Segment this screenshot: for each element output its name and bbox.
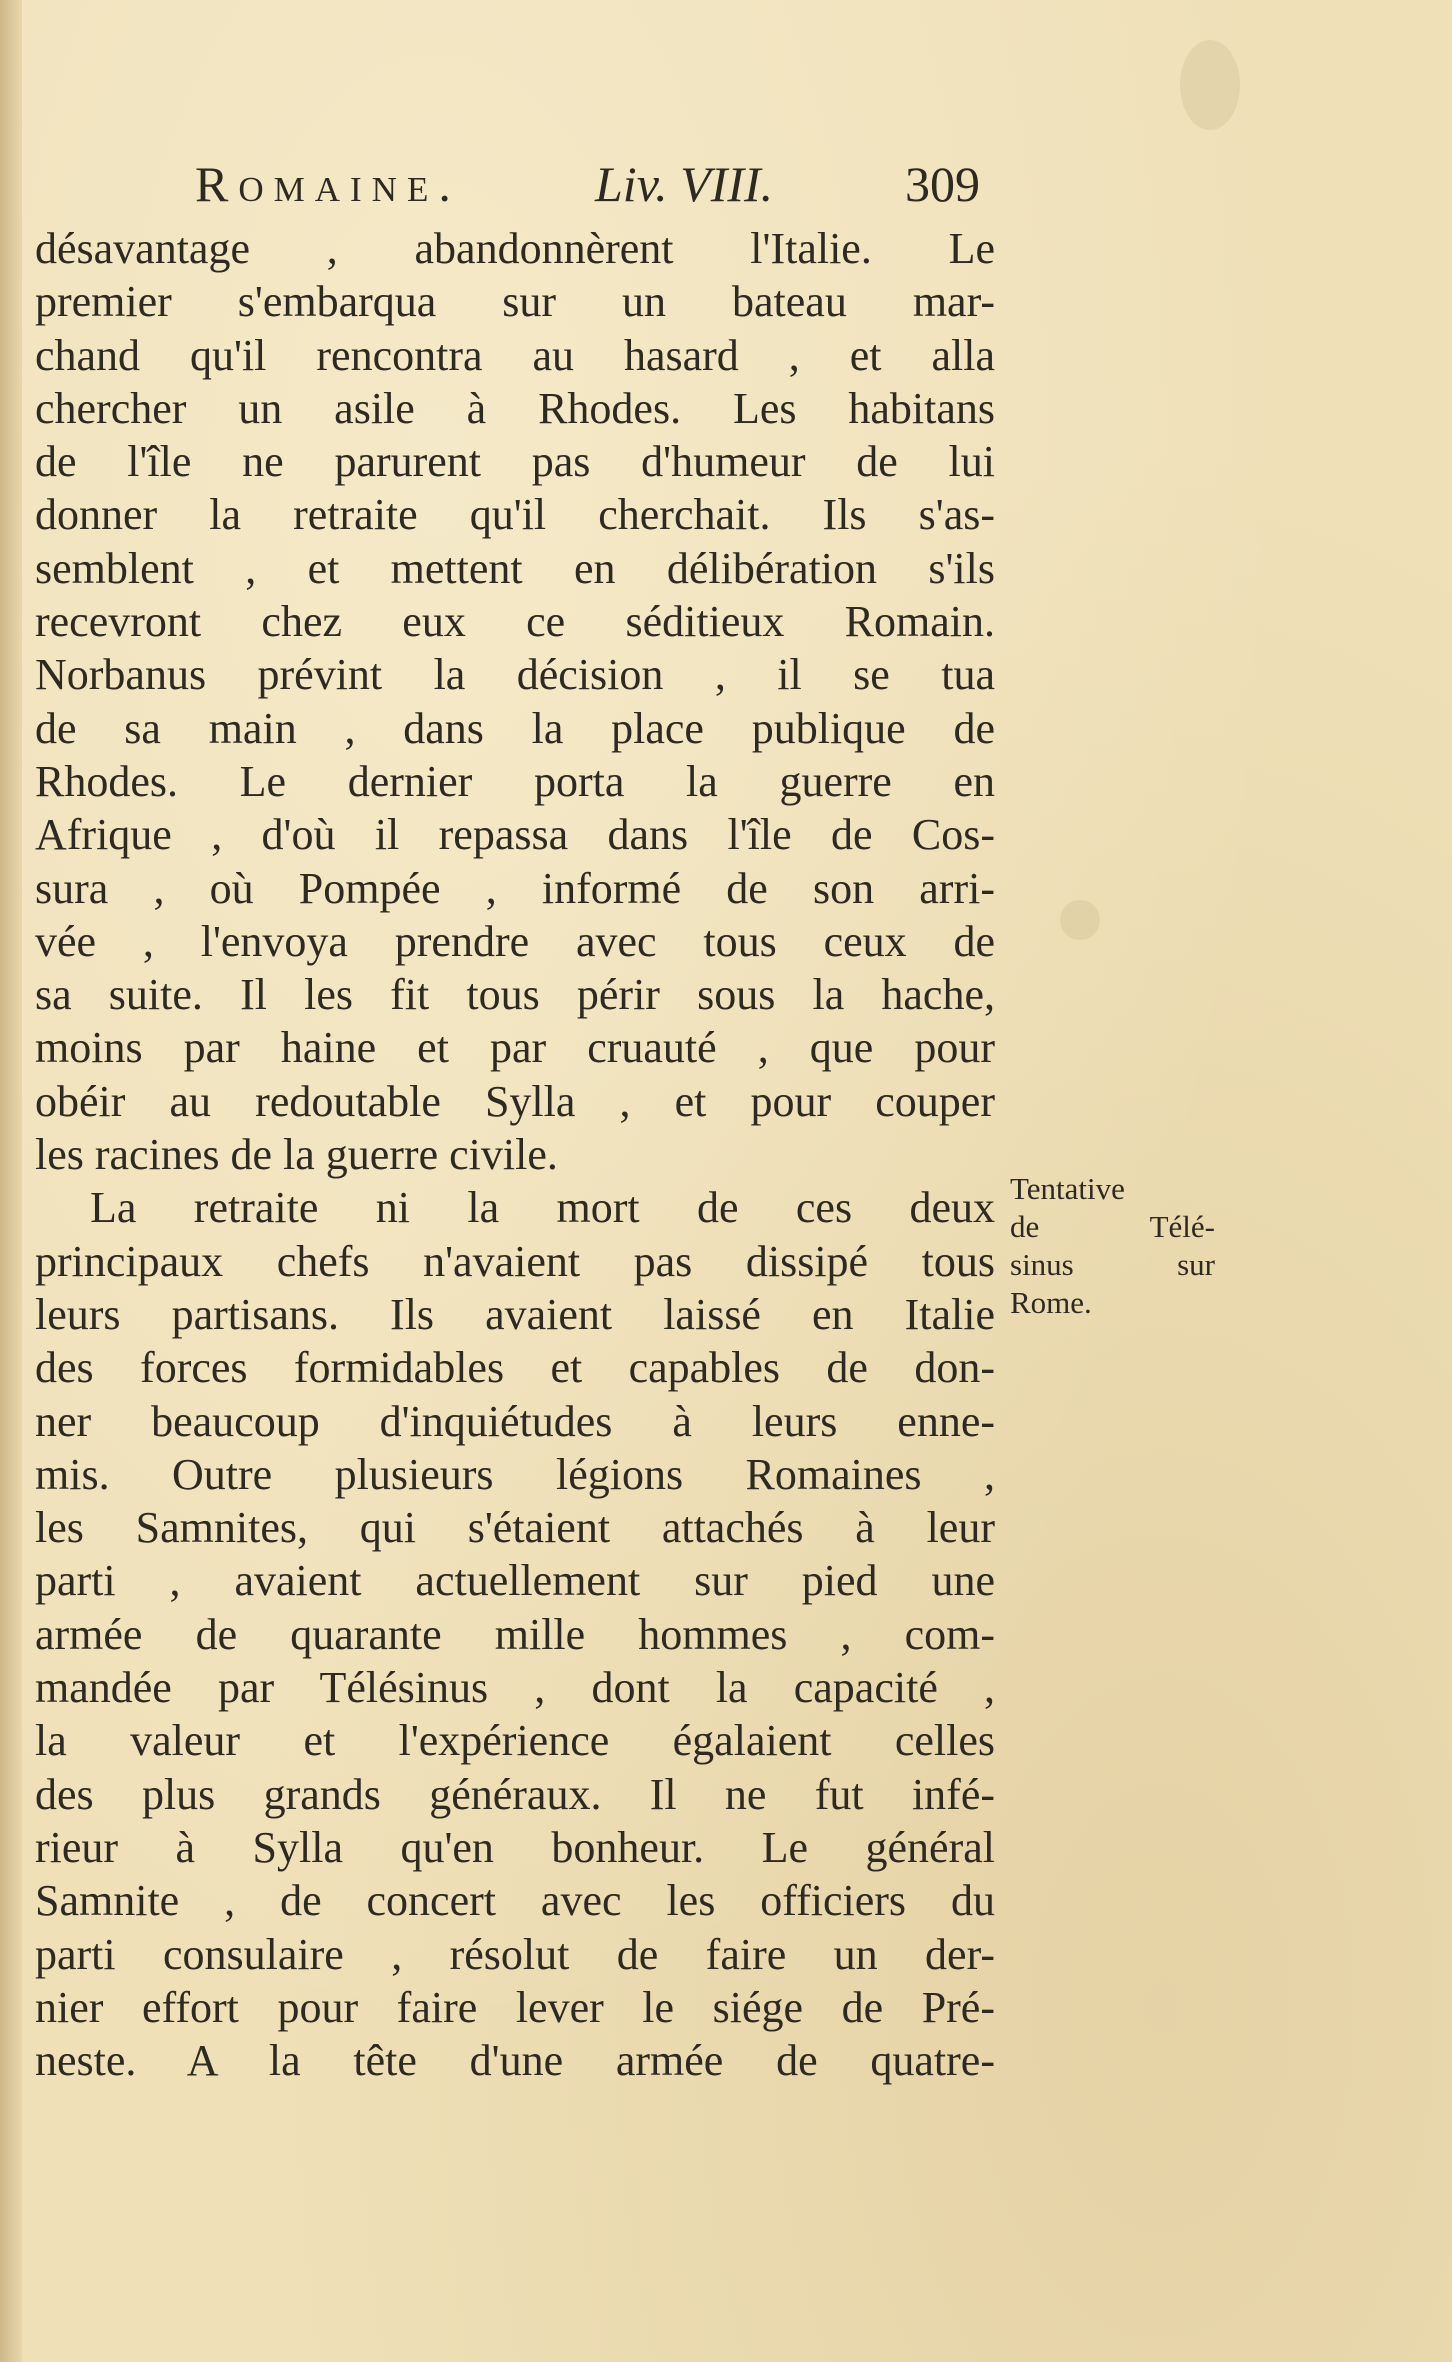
text-line: parti , avaient actuellement sur pied une — [35, 1556, 995, 1606]
text-line: les Samnites, qui s'étaient attachés à leur — [35, 1503, 995, 1553]
page-gutter — [0, 0, 22, 2362]
margin-note-line: sinus sur — [1010, 1247, 1215, 1282]
text-line: neste. A la tête d'une armée de quatre- — [35, 2036, 995, 2086]
text-line: Afrique , d'où il repassa dans l'île de Cos- — [35, 810, 995, 860]
text-line: Norbanus prévint la décision , il se tua — [35, 650, 995, 700]
text-line: nier effort pour faire lever le siége de Pré- — [35, 1982, 995, 2032]
text-line: principaux chefs n'avaient pas dissipé tous — [35, 1236, 995, 1286]
text-line: armée de quarante mille hommes , com- — [35, 1609, 995, 1659]
text-line: chercher un asile à Rhodes. Les habitans — [35, 383, 995, 433]
margin-note-line: Rome. — [1010, 1285, 1092, 1320]
text-line: sa suite. Il les fit tous périr sous la hache, — [35, 970, 995, 1020]
text-line: recevront chez eux ce séditieux Romain. — [35, 597, 995, 647]
text-line: chand qu'il rencontra au hasard , et alla — [35, 330, 995, 380]
text-line: des plus grands généraux. Il ne fut infé- — [35, 1769, 995, 1819]
running-title: Romaine. — [195, 156, 461, 212]
text-line: de sa main , dans la place publique de — [35, 703, 995, 753]
margin-note — [1010, 1170, 1215, 1322]
text-line: obéir au redoutable Sylla , et pour couper — [35, 1076, 995, 1126]
text-line-paragraph-end: les racines de la guerre civile. — [35, 1130, 558, 1180]
margin-note-line: Tentative — [1010, 1171, 1125, 1206]
text-line: moins par haine et par cruauté , que pour — [35, 1023, 995, 1073]
page-number: 309 — [905, 156, 980, 212]
text-line: semblent , et mettent en délibération s'ils — [35, 543, 995, 593]
margin-note-line: de Télé- — [1010, 1209, 1215, 1244]
text-line: désavantage , abandonnèrent l'Italie. Le — [35, 224, 995, 273]
text-line: parti consulaire , résolut de faire un der- — [35, 1929, 995, 1979]
body-text — [35, 222, 995, 2087]
text-line: ner beaucoup d'inquiétudes à leurs enne- — [35, 1396, 995, 1446]
text-line: rieur à Sylla qu'en bonheur. Le général — [35, 1822, 995, 1872]
text-line: sura , où Pompée , informé de son arri- — [35, 863, 995, 913]
text-line: leurs partisans. Ils avaient laissé en Italie — [35, 1289, 995, 1339]
text-line: de l'île ne parurent pas d'humeur de lui — [35, 437, 995, 487]
text-line: premier s'embarqua sur un bateau mar- — [35, 277, 995, 327]
paper-stain — [1060, 900, 1100, 940]
text-line: mandée par Télésinus , dont la capacité , — [35, 1663, 995, 1713]
running-header — [195, 152, 995, 216]
text-line: des forces formidables et capables de don- — [35, 1343, 995, 1393]
text-line: Rhodes. Le dernier porta la guerre en — [35, 756, 995, 806]
text-line: Samnite , de concert avec les officiers du — [35, 1876, 995, 1926]
text-line: mis. Outre plusieurs légions Romaines , — [35, 1449, 995, 1499]
paper-stain — [1180, 40, 1240, 130]
text-line: vée , l'envoya prendre avec tous ceux de — [35, 916, 995, 966]
book-number: Liv. VIII. — [595, 156, 774, 212]
text-line-paragraph-start: La retraite ni la mort de ces deux — [90, 1183, 995, 1233]
text-line: la valeur et l'expérience égalaient celles — [35, 1716, 995, 1766]
text-line: donner la retraite qu'il cherchait. Ils s'as- — [35, 490, 995, 540]
